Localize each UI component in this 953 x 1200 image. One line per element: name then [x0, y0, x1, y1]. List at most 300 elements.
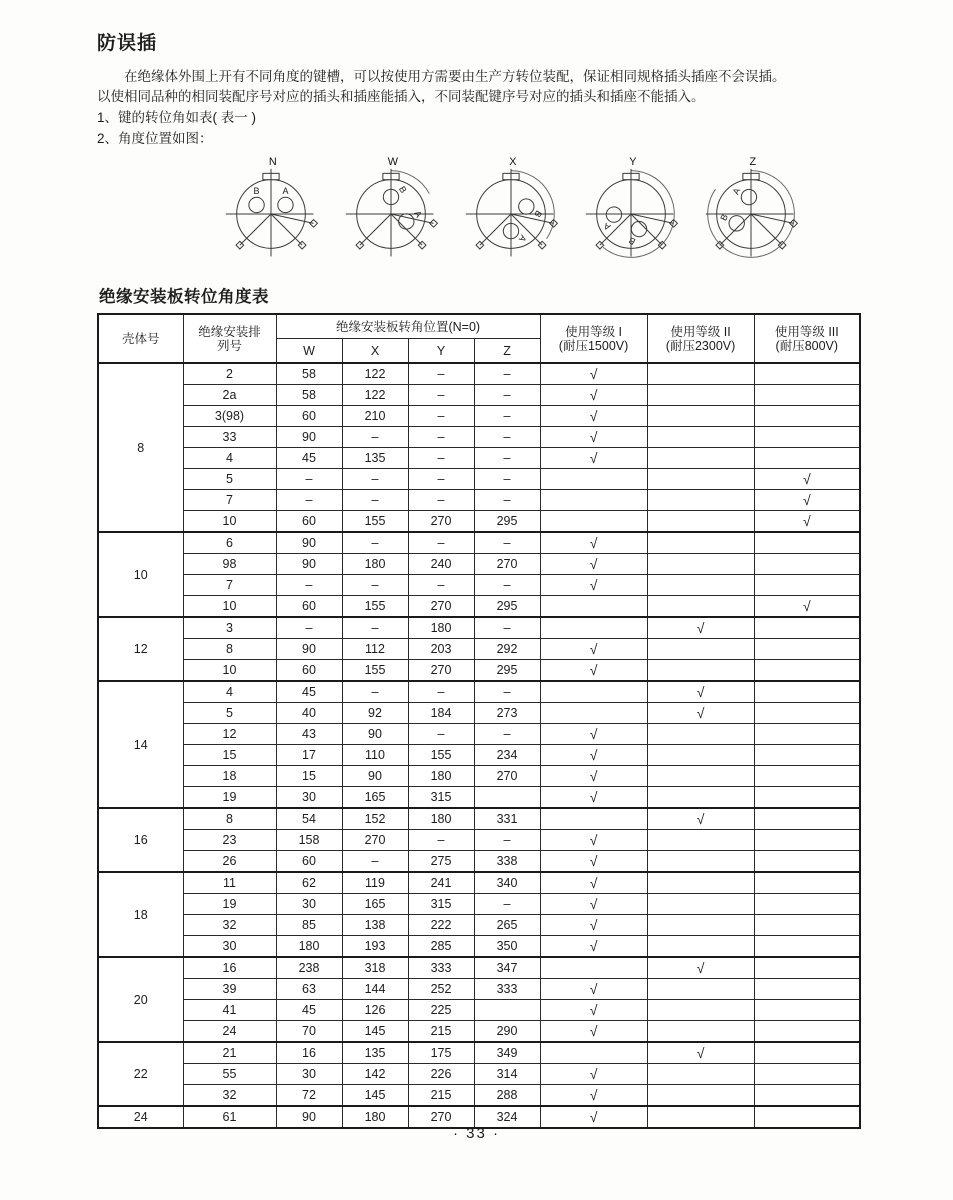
arrangement-number-cell: 10 [183, 660, 276, 682]
header-grade1-line1: 使用等级 I [565, 324, 623, 339]
angle-z-cell: 265 [474, 915, 540, 936]
angle-w-cell: 30 [276, 787, 342, 809]
check-mark: √ [589, 428, 598, 445]
table-row [98, 745, 860, 766]
grade2-cell [647, 936, 754, 958]
grade1-cell [540, 575, 647, 596]
angle-z-cell: 295 [474, 511, 540, 533]
angle-z-cell: 270 [474, 766, 540, 787]
angle-w-cell: 63 [276, 979, 342, 1000]
header-grade1-line2: (耐压1500V) [558, 338, 629, 353]
arrangement-number-cell: 7 [183, 490, 276, 511]
angle-y-cell: 241 [408, 872, 474, 894]
angle-z-cell [474, 1000, 540, 1021]
table-row [98, 915, 860, 936]
check-mark: √ [589, 1001, 598, 1018]
check-mark: √ [589, 916, 598, 933]
grade2-cell [647, 915, 754, 936]
check-mark: √ [696, 1044, 705, 1061]
shell-number-cell: 22 [98, 1042, 183, 1106]
grade3-cell [754, 406, 860, 427]
arrangement-number-cell: 33 [183, 427, 276, 448]
angle-x-cell: – [342, 575, 408, 596]
key-position-diagram-Z [695, 153, 807, 275]
angle-w-cell: 16 [276, 1042, 342, 1064]
angle-y-cell: 315 [408, 894, 474, 915]
check-mark: √ [589, 980, 598, 997]
shell-number-cell: 8 [98, 363, 183, 532]
check-mark: √ [802, 491, 811, 508]
arrangement-number-cell: 4 [183, 681, 276, 703]
check-mark: √ [589, 576, 598, 593]
table-row [98, 490, 860, 511]
arrangement-number-cell: 5 [183, 703, 276, 724]
grade1-cell [540, 808, 647, 830]
grade1-cell [540, 490, 647, 511]
angle-z-cell: – [474, 469, 540, 490]
angle-y-cell: 270 [408, 1106, 474, 1128]
angle-table [97, 313, 861, 1129]
angle-y-cell: 180 [408, 808, 474, 830]
angle-w-cell: 90 [276, 554, 342, 575]
header-grade2-line1: 使用等级 II [670, 324, 731, 339]
key-position-diagram-W [335, 153, 447, 275]
shell-number-cell: 20 [98, 957, 183, 1042]
angle-y-cell: – [408, 469, 474, 490]
grade3-cell [754, 385, 860, 406]
check-mark: √ [589, 895, 598, 912]
angle-w-cell: 30 [276, 894, 342, 915]
check-mark: √ [589, 746, 598, 763]
table-row [98, 532, 860, 554]
angle-z-cell: 331 [474, 808, 540, 830]
grade1-cell [540, 745, 647, 766]
arrangement-number-cell: 3 [183, 617, 276, 639]
grade3-cell [754, 936, 860, 958]
angle-y-cell: 180 [408, 766, 474, 787]
angle-x-cell: 180 [342, 1106, 408, 1128]
grade2-cell [647, 448, 754, 469]
grade3-cell [754, 745, 860, 766]
grade2-cell [647, 1064, 754, 1085]
angle-x-cell: 135 [342, 448, 408, 469]
angle-y-cell: – [408, 681, 474, 703]
arrangement-number-cell: 16 [183, 957, 276, 979]
angle-w-cell: 60 [276, 851, 342, 873]
table-row [98, 575, 860, 596]
angle-z-cell: – [474, 681, 540, 703]
grade1-cell [540, 617, 647, 639]
angle-x-cell: 210 [342, 406, 408, 427]
angle-y-cell: 215 [408, 1021, 474, 1043]
arrangement-number-cell: 8 [183, 639, 276, 660]
grade1-cell [540, 724, 647, 745]
grade2-cell [647, 554, 754, 575]
grade2-cell [647, 596, 754, 618]
angle-x-cell: 145 [342, 1085, 408, 1107]
header-arrangement-line2: 列号 [216, 338, 242, 353]
angle-y-cell: – [408, 575, 474, 596]
table-row [98, 469, 860, 490]
angle-y-cell: 180 [408, 617, 474, 639]
svg-text:B: B [626, 235, 638, 247]
angle-z-cell: 347 [474, 957, 540, 979]
angle-w-cell: 43 [276, 724, 342, 745]
arrangement-number-cell: 10 [183, 596, 276, 618]
angle-w-cell: 54 [276, 808, 342, 830]
angle-x-cell: 142 [342, 1064, 408, 1085]
angle-x-cell: 193 [342, 936, 408, 958]
key-position-diagram-Y [575, 153, 687, 275]
arrangement-number-cell: 19 [183, 894, 276, 915]
grade2-cell [647, 511, 754, 533]
grade3-cell [754, 724, 860, 745]
angle-w-cell: – [276, 617, 342, 639]
check-mark: √ [696, 683, 705, 700]
grade3-cell [754, 1000, 860, 1021]
angle-x-cell: 122 [342, 363, 408, 385]
grade3-cell [754, 894, 860, 915]
table-row [98, 766, 860, 787]
table-row [98, 1000, 860, 1021]
angle-z-cell: 288 [474, 1085, 540, 1107]
grade2-cell [647, 894, 754, 915]
angle-z-cell: – [474, 385, 540, 406]
header-grade2-line2: (耐压2300V) [665, 338, 736, 353]
list-item-2: 2、角度位置如图： [97, 131, 213, 146]
arrangement-number-cell: 4 [183, 448, 276, 469]
angle-y-cell: 184 [408, 703, 474, 724]
grade2-cell [647, 724, 754, 745]
grade1-cell [540, 766, 647, 787]
angle-y-cell: 275 [408, 851, 474, 873]
angle-z-cell: 290 [474, 1021, 540, 1043]
grade2-cell [647, 1085, 754, 1107]
check-mark: √ [589, 725, 598, 742]
grade1-cell [540, 1042, 647, 1064]
angle-y-cell: – [408, 385, 474, 406]
arrangement-number-cell: 18 [183, 766, 276, 787]
shell-number-cell: 10 [98, 532, 183, 617]
angle-x-cell: 110 [342, 745, 408, 766]
angle-y-cell: 155 [408, 745, 474, 766]
check-mark: √ [589, 788, 598, 805]
angle-z-cell: 338 [474, 851, 540, 873]
grade2-cell [647, 1042, 754, 1064]
grade2-cell [647, 617, 754, 639]
angle-x-cell: 119 [342, 872, 408, 894]
grade2-cell [647, 745, 754, 766]
angle-w-cell: 158 [276, 830, 342, 851]
diagram-label: Y [629, 156, 637, 169]
page-title: 防误插 [97, 33, 158, 54]
grade3-cell [754, 766, 860, 787]
angle-position-diagrams [215, 153, 867, 275]
header-angle-group: 绝缘安装板转角位置(N=0) [276, 314, 540, 339]
table-row [98, 596, 860, 618]
grade3-cell [754, 660, 860, 682]
grade2-cell [647, 427, 754, 448]
header-shell: 壳体号 [98, 314, 183, 363]
table-title: 绝缘安装板转位角度表 [99, 288, 269, 306]
angle-x-cell: 144 [342, 979, 408, 1000]
shell-number-cell: 14 [98, 681, 183, 808]
arrangement-number-cell: 21 [183, 1042, 276, 1064]
angle-w-cell: 60 [276, 660, 342, 682]
angle-x-cell: – [342, 617, 408, 639]
angle-w-cell: 90 [276, 532, 342, 554]
grade1-cell [540, 427, 647, 448]
angle-w-cell: 58 [276, 363, 342, 385]
grade3-cell [754, 808, 860, 830]
check-mark: √ [589, 555, 598, 572]
angle-w-cell: – [276, 469, 342, 490]
table-row [98, 554, 860, 575]
intro-line-1: 在绝缘体外围上开有不同角度的键槽，可以按使用方需要由生产方转位装配，保证相同规格插头插座不会误插。 [124, 69, 786, 84]
angle-z-cell: – [474, 830, 540, 851]
grade1-cell [540, 936, 647, 958]
grade3-cell [754, 490, 860, 511]
angle-w-cell: 45 [276, 1000, 342, 1021]
grade1-cell [540, 385, 647, 406]
list-item-1: 1、键的转位角如表( 表一 ) [97, 110, 257, 125]
intro-line-2: 以使相同品种的相同装配序号对应的插头和插座能插入，不同装配键序号对应的插头和插座不能插入。 [97, 89, 705, 104]
angle-x-cell: 145 [342, 1021, 408, 1043]
shell-number-cell: 16 [98, 808, 183, 872]
header-grade-1 [540, 314, 647, 363]
arrangement-number-cell: 11 [183, 872, 276, 894]
angle-z-cell: 350 [474, 936, 540, 958]
header-arrangement [183, 314, 276, 363]
angle-z-cell: 349 [474, 1042, 540, 1064]
angle-z-cell: – [474, 406, 540, 427]
angle-x-cell: 318 [342, 957, 408, 979]
grade1-cell [540, 511, 647, 533]
grade2-cell [647, 660, 754, 682]
table-row [98, 511, 860, 533]
header-grade3-line1: 使用等级 III [774, 324, 839, 339]
angle-z-cell: 333 [474, 979, 540, 1000]
grade2-cell [647, 575, 754, 596]
angle-x-cell: 155 [342, 660, 408, 682]
key-position-diagram-X [455, 153, 567, 275]
angle-x-cell: – [342, 681, 408, 703]
grade3-cell [754, 787, 860, 809]
check-mark: √ [589, 937, 598, 954]
key-position-diagram-N [215, 153, 327, 275]
arrangement-number-cell: 39 [183, 979, 276, 1000]
grade2-cell [647, 808, 754, 830]
arrangement-number-cell: 98 [183, 554, 276, 575]
angle-x-cell: – [342, 532, 408, 554]
arrangement-number-cell: 19 [183, 787, 276, 809]
check-mark: √ [589, 640, 598, 657]
angle-w-cell: 180 [276, 936, 342, 958]
table-row [98, 660, 860, 682]
angle-z-cell: 270 [474, 554, 540, 575]
angle-w-cell: 58 [276, 385, 342, 406]
svg-text:B: B [532, 208, 544, 220]
table-row [98, 363, 860, 385]
check-mark: √ [696, 959, 705, 976]
table-row [98, 448, 860, 469]
arrangement-number-cell: 26 [183, 851, 276, 873]
angle-z-cell: – [474, 894, 540, 915]
grade3-cell [754, 639, 860, 660]
grade3-cell [754, 957, 860, 979]
angle-z-cell: – [474, 448, 540, 469]
arrangement-number-cell: 24 [183, 1021, 276, 1043]
grade1-cell [540, 915, 647, 936]
angle-y-cell: – [408, 724, 474, 745]
angle-x-cell: 122 [342, 385, 408, 406]
angle-x-cell: 270 [342, 830, 408, 851]
arrangement-number-cell: 6 [183, 532, 276, 554]
angle-w-cell: 90 [276, 427, 342, 448]
angle-w-cell: 85 [276, 915, 342, 936]
grade2-cell [647, 490, 754, 511]
grade3-cell [754, 554, 860, 575]
table-row [98, 1085, 860, 1107]
grade2-cell [647, 385, 754, 406]
angle-z-cell: – [474, 363, 540, 385]
header-grade3-line2: (耐压800V) [775, 338, 839, 353]
angle-z-cell: – [474, 724, 540, 745]
page-number: · 33 · [452, 1125, 500, 1142]
angle-z-cell: 314 [474, 1064, 540, 1085]
check-mark: √ [589, 1022, 598, 1039]
table-row [98, 1064, 860, 1085]
grade3-cell [754, 851, 860, 873]
grade3-cell [754, 681, 860, 703]
grade3-cell [754, 363, 860, 385]
grade3-cell [754, 427, 860, 448]
angle-w-cell: – [276, 575, 342, 596]
grade1-cell [540, 596, 647, 618]
table-row [98, 851, 860, 873]
table-row [98, 724, 860, 745]
check-mark: √ [589, 365, 598, 382]
check-mark: √ [589, 767, 598, 784]
intro-paragraph [97, 67, 867, 107]
svg-text:A: A [516, 233, 529, 244]
table-row [98, 1021, 860, 1043]
angle-z-cell: – [474, 532, 540, 554]
angle-y-cell: 252 [408, 979, 474, 1000]
arrangement-number-cell: 12 [183, 724, 276, 745]
angle-z-cell: – [474, 427, 540, 448]
angle-x-cell: 90 [342, 724, 408, 745]
angle-x-cell: – [342, 427, 408, 448]
angle-y-cell: – [408, 427, 474, 448]
arrangement-number-cell: 30 [183, 936, 276, 958]
angle-z-cell: 295 [474, 660, 540, 682]
header-arrangement-line1: 绝缘安装排 [198, 324, 261, 339]
check-mark: √ [589, 874, 598, 891]
arrangement-number-cell: 3(98) [183, 406, 276, 427]
grade3-cell [754, 1085, 860, 1107]
grade1-cell [540, 363, 647, 385]
angle-y-cell: 285 [408, 936, 474, 958]
arrangement-number-cell: 32 [183, 915, 276, 936]
check-mark: √ [589, 407, 598, 424]
grade2-cell [647, 1021, 754, 1043]
grade3-cell [754, 532, 860, 554]
angle-y-cell: 215 [408, 1085, 474, 1107]
table-row [98, 957, 860, 979]
grade2-cell [647, 406, 754, 427]
angle-z-cell: – [474, 490, 540, 511]
check-mark: √ [589, 852, 598, 869]
grade1-cell [540, 1000, 647, 1021]
angle-w-cell: 30 [276, 1064, 342, 1085]
table-row [98, 830, 860, 851]
angle-y-cell: – [408, 363, 474, 385]
angle-x-cell: 90 [342, 766, 408, 787]
grade1-cell [540, 1021, 647, 1043]
check-mark: √ [802, 597, 811, 614]
grade2-cell [647, 469, 754, 490]
angle-y-cell: 270 [408, 511, 474, 533]
svg-text:A: A [282, 186, 289, 197]
table-row [98, 894, 860, 915]
grade1-cell [540, 894, 647, 915]
grade1-cell [540, 851, 647, 873]
grade2-cell [647, 872, 754, 894]
grade1-cell [540, 660, 647, 682]
check-mark: √ [696, 704, 705, 721]
angle-x-cell: 165 [342, 894, 408, 915]
angle-z-cell: 292 [474, 639, 540, 660]
shell-number-cell: 12 [98, 617, 183, 681]
document-page [97, 28, 867, 1129]
table-row [98, 617, 860, 639]
angle-y-cell: – [408, 830, 474, 851]
check-mark: √ [696, 810, 705, 827]
angle-w-cell: 45 [276, 681, 342, 703]
angle-w-cell: 72 [276, 1085, 342, 1107]
grade3-cell [754, 830, 860, 851]
grade3-cell [754, 979, 860, 1000]
arrangement-number-cell: 32 [183, 1085, 276, 1107]
svg-text:A: A [601, 220, 613, 233]
grade3-cell [754, 872, 860, 894]
table-row [98, 406, 860, 427]
header-angle-w: W [276, 339, 342, 364]
angle-w-cell: 40 [276, 703, 342, 724]
header-grade-2 [647, 314, 754, 363]
angle-x-cell: 92 [342, 703, 408, 724]
angle-table-body [98, 363, 860, 1128]
angle-w-cell: 70 [276, 1021, 342, 1043]
arrangement-number-cell: 2a [183, 385, 276, 406]
check-mark: √ [589, 831, 598, 848]
angle-z-cell: 340 [474, 872, 540, 894]
grade1-cell [540, 681, 647, 703]
arrangement-number-cell: 61 [183, 1106, 276, 1128]
angle-y-cell: – [408, 532, 474, 554]
angle-w-cell: 60 [276, 511, 342, 533]
angle-y-cell: 315 [408, 787, 474, 809]
angle-w-cell: 60 [276, 596, 342, 618]
angle-x-cell: 135 [342, 1042, 408, 1064]
angle-x-cell: – [342, 851, 408, 873]
grade3-cell [754, 1042, 860, 1064]
svg-text:B: B [396, 184, 409, 195]
grade2-cell [647, 703, 754, 724]
grade2-cell [647, 639, 754, 660]
grade2-cell [647, 830, 754, 851]
